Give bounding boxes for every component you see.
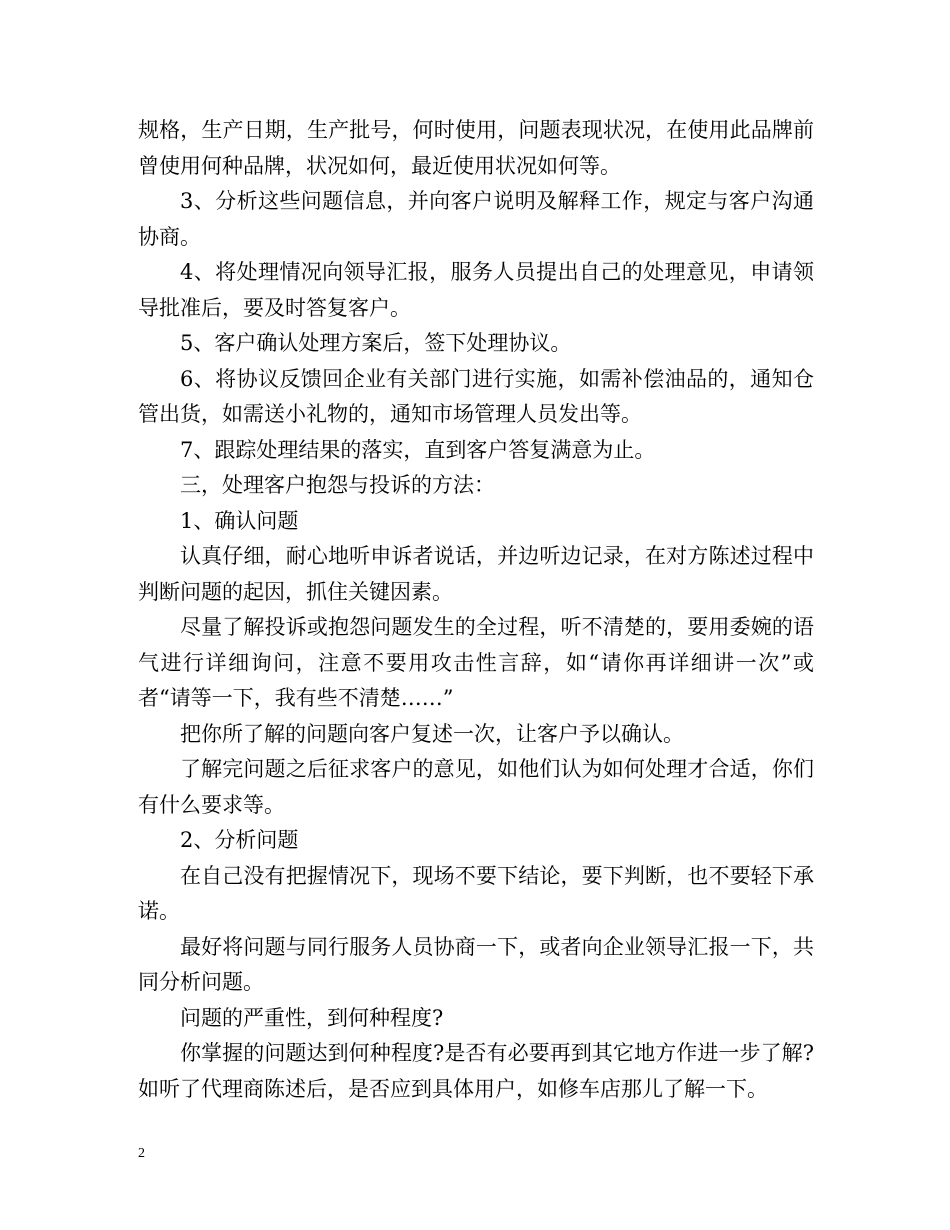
page-number: 2 — [138, 1146, 145, 1161]
body-paragraph: 你掌握的问题达到何种程度?是否有必要再到其它地方作进一步了解?如听了代理商陈述后，是否应到具体用户，如修车店那儿了解一下。 — [138, 1041, 814, 1101]
body-paragraph: 把你所了解的问题向客户复述一次，让客户予以确认。 — [180, 721, 684, 746]
body-paragraph: 2、分析问题 — [180, 828, 299, 852]
document-body — [138, 113, 814, 1107]
body-paragraph: 5、客户确认处理方案后，签下处理协议。 — [180, 331, 572, 355]
body-paragraph: 4、将处理情况向领导汇报，服务人员提出自己的处理意见，申请领导批准后，要及时答复客户。 — [138, 260, 814, 320]
body-paragraph: 最好将问题与同行服务人员协商一下，或者向企业领导汇报一下，共同分析问题。 — [138, 934, 814, 994]
body-paragraph: 在自己没有把握情况下，现场不要下结论，要下判断，也不要轻下承诺。 — [138, 863, 814, 923]
body-paragraph: 规格，生产日期，生产批号，何时使用，问题表现状况，在使用此品牌前曾使用何种品牌，状况如何，最近使用状况如何等。 — [138, 118, 814, 178]
body-paragraph: 尽量了解投诉或抱怨问题发生的全过程，听不清楚的，要用委婉的语气进行详细询问，注意不要用攻击性言辞，如“请你再详细讲一次”或者“请等一下，我有些不清楚……” — [138, 615, 814, 710]
body-paragraph: 7、跟踪处理结果的落实，直到客户答复满意为止。 — [180, 437, 656, 462]
body-paragraph: 三，处理客户抱怨与投诉的方法： — [180, 473, 495, 497]
body-paragraph: 了解完问题之后征求客户的意见，如他们认为如何处理才合适，你们有什么要求等。 — [138, 757, 814, 817]
body-paragraph: 问题的严重性，到何种程度? — [180, 1005, 444, 1030]
body-paragraph: 6、将协议反馈回企业有关部门进行实施，如需补偿油品的，通知仓管出货，如需送小礼物的，通知市场管理人员发出等。 — [138, 366, 814, 426]
body-paragraph: 认真仔细，耐心地听申诉者说话，并边听边记录，在对方陈述过程中判断问题的起因，抓住关键因素。 — [138, 544, 814, 604]
body-paragraph: 1、确认问题 — [180, 508, 299, 533]
body-paragraph: 3、分析这些问题信息，并向客户说明及解释工作，规定与客户沟通协商。 — [138, 189, 814, 249]
